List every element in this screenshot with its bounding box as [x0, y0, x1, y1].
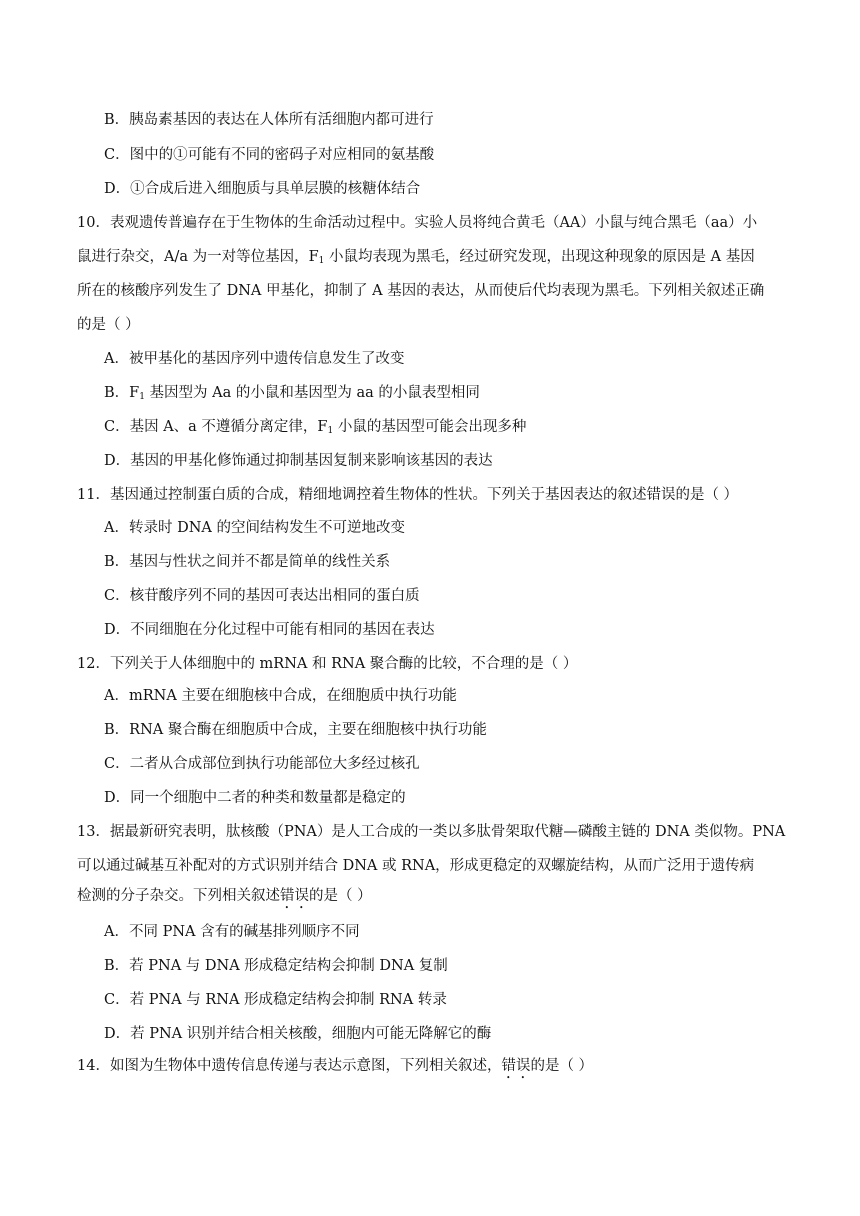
q13-option-b: B．若 PNA 与 DNA 形成稳定结构会抑制 DNA 复制	[104, 958, 448, 974]
q14-stem-text: 14．如图为生物体中遗传信息传递与表达示意图，下列相关叙述，	[77, 1058, 502, 1074]
q10-stem-line-1: 10．表观遗传普遍存在于生物体的生命活动过程中。实验人员将纯合黄毛（AA）小鼠与纯合黑毛（aa）小	[77, 215, 758, 231]
q10-option-c-text-b: 小鼠的基因型可能会出现多种	[333, 419, 527, 435]
q10-stem-line-2	[77, 247, 755, 267]
q10-option-b-text: B．F	[104, 385, 140, 401]
q13-option-d: D．若 PNA 识别并结合相关核酸，细胞内可能无降解它的酶	[104, 1026, 492, 1042]
q13-stem-line-2: 可以通过碱基互补配对的方式识别并结合 DNA 或 RNA，形成更稳定的双螺旋结构，从而广泛用于遗传病	[77, 858, 755, 874]
q10-stem-line-2-text: 鼠进行杂交，A/a 为一对等位基因，F	[77, 249, 319, 265]
q13-stem-line-1: 13．据最新研究表明，肽核酸（PNA）是人工合成的一类以多肽骨架取代糖—磷酸主链的 DNA 类似物。PNA	[77, 824, 786, 840]
q10-stem-line-3: 所在的核酸序列发生了 DNA 甲基化，抑制了 A 基因的表达，从而使后代均表现为黑毛。下列相关叙述正确	[77, 283, 765, 299]
q11-stem: 11．基因通过控制蛋白质的合成，精细地调控着生物体的性状。下列关于基因表达的叙述错误的是（ ）	[77, 487, 739, 503]
q10-option-b	[104, 383, 480, 403]
q10-option-c-text: C．基因 A、a 不遵循分离定律，F	[104, 419, 328, 435]
q12-stem: 12．下列关于人体细胞中的 mRNA 和 RNA 聚合酶的比较，不合理的是（ ）	[77, 656, 578, 672]
q10-option-a: A．被甲基化的基因序列中遗传信息发生了改变	[104, 351, 405, 367]
q10-option-d: D．基因的甲基化修饰通过抑制基因复制来影响该基因的表达	[104, 453, 493, 469]
q14-stem-text-b: 的是（ ）	[530, 1058, 594, 1074]
q13-option-a: A．不同 PNA 含有的碱基排列顺序不同	[104, 924, 360, 940]
q9-option-c: C．图中的①可能有不同的密码子对应相同的氨基酸	[104, 147, 435, 163]
q12-option-d: D．同一个细胞中二者的种类和数量都是稳定的	[104, 790, 406, 806]
q14-stem	[77, 1056, 593, 1076]
q10-option-b-subscript: 1	[139, 392, 145, 402]
q14-emphasis-word: 错误	[501, 1058, 531, 1074]
q10-stem-line-2-text-b: 小鼠均表现为黑毛，经过研究发现，出现这种现象的原因是 A 基因	[324, 249, 755, 265]
q13-emphasis-word: 错误	[280, 888, 309, 904]
q13-stem-line-3-text-b: 的是（ ）	[309, 888, 372, 904]
q9-option-d: D．①合成后进入细胞质与具单层膜的核糖体结合	[104, 181, 421, 197]
q9-option-b: B．胰岛素基因的表达在人体所有活细胞内都可进行	[104, 112, 434, 128]
q12-option-a: A．mRNA 主要在细胞核中合成，在细胞质中执行功能	[104, 688, 457, 704]
q10-option-b-text-b: 基因型为 Aa 的小鼠和基因型为 aa 的小鼠表型相同	[144, 385, 480, 401]
q11-option-d: D．不同细胞在分化过程中可能有相同的基因在表达	[104, 622, 435, 638]
q11-option-a: A．转录时 DNA 的空间结构发生不可逆地改变	[104, 520, 405, 536]
q13-stem-line-3	[77, 886, 372, 906]
q13-stem-line-3-text: 检测的分子杂交。下列相关叙述	[77, 888, 280, 904]
q10-option-c	[104, 417, 526, 437]
q12-option-b: B．RNA 聚合酶在细胞质中合成，主要在细胞核中执行功能	[104, 722, 487, 738]
q10-stem-line-4: 的是（ ）	[77, 317, 140, 333]
q13-option-c: C．若 PNA 与 RNA 形成稳定结构会抑制 RNA 转录	[104, 992, 447, 1008]
q12-option-c: C．二者从合成部位到执行功能部位大多经过核孔	[104, 756, 420, 772]
q10-option-c-subscript: 1	[327, 426, 334, 436]
q10-subscript: 1	[318, 256, 325, 266]
q11-option-b: B．基因与性状之间并不都是简单的线性关系	[104, 554, 391, 570]
q11-option-c: C．核苷酸序列不同的基因可表达出相同的蛋白质	[104, 588, 420, 604]
